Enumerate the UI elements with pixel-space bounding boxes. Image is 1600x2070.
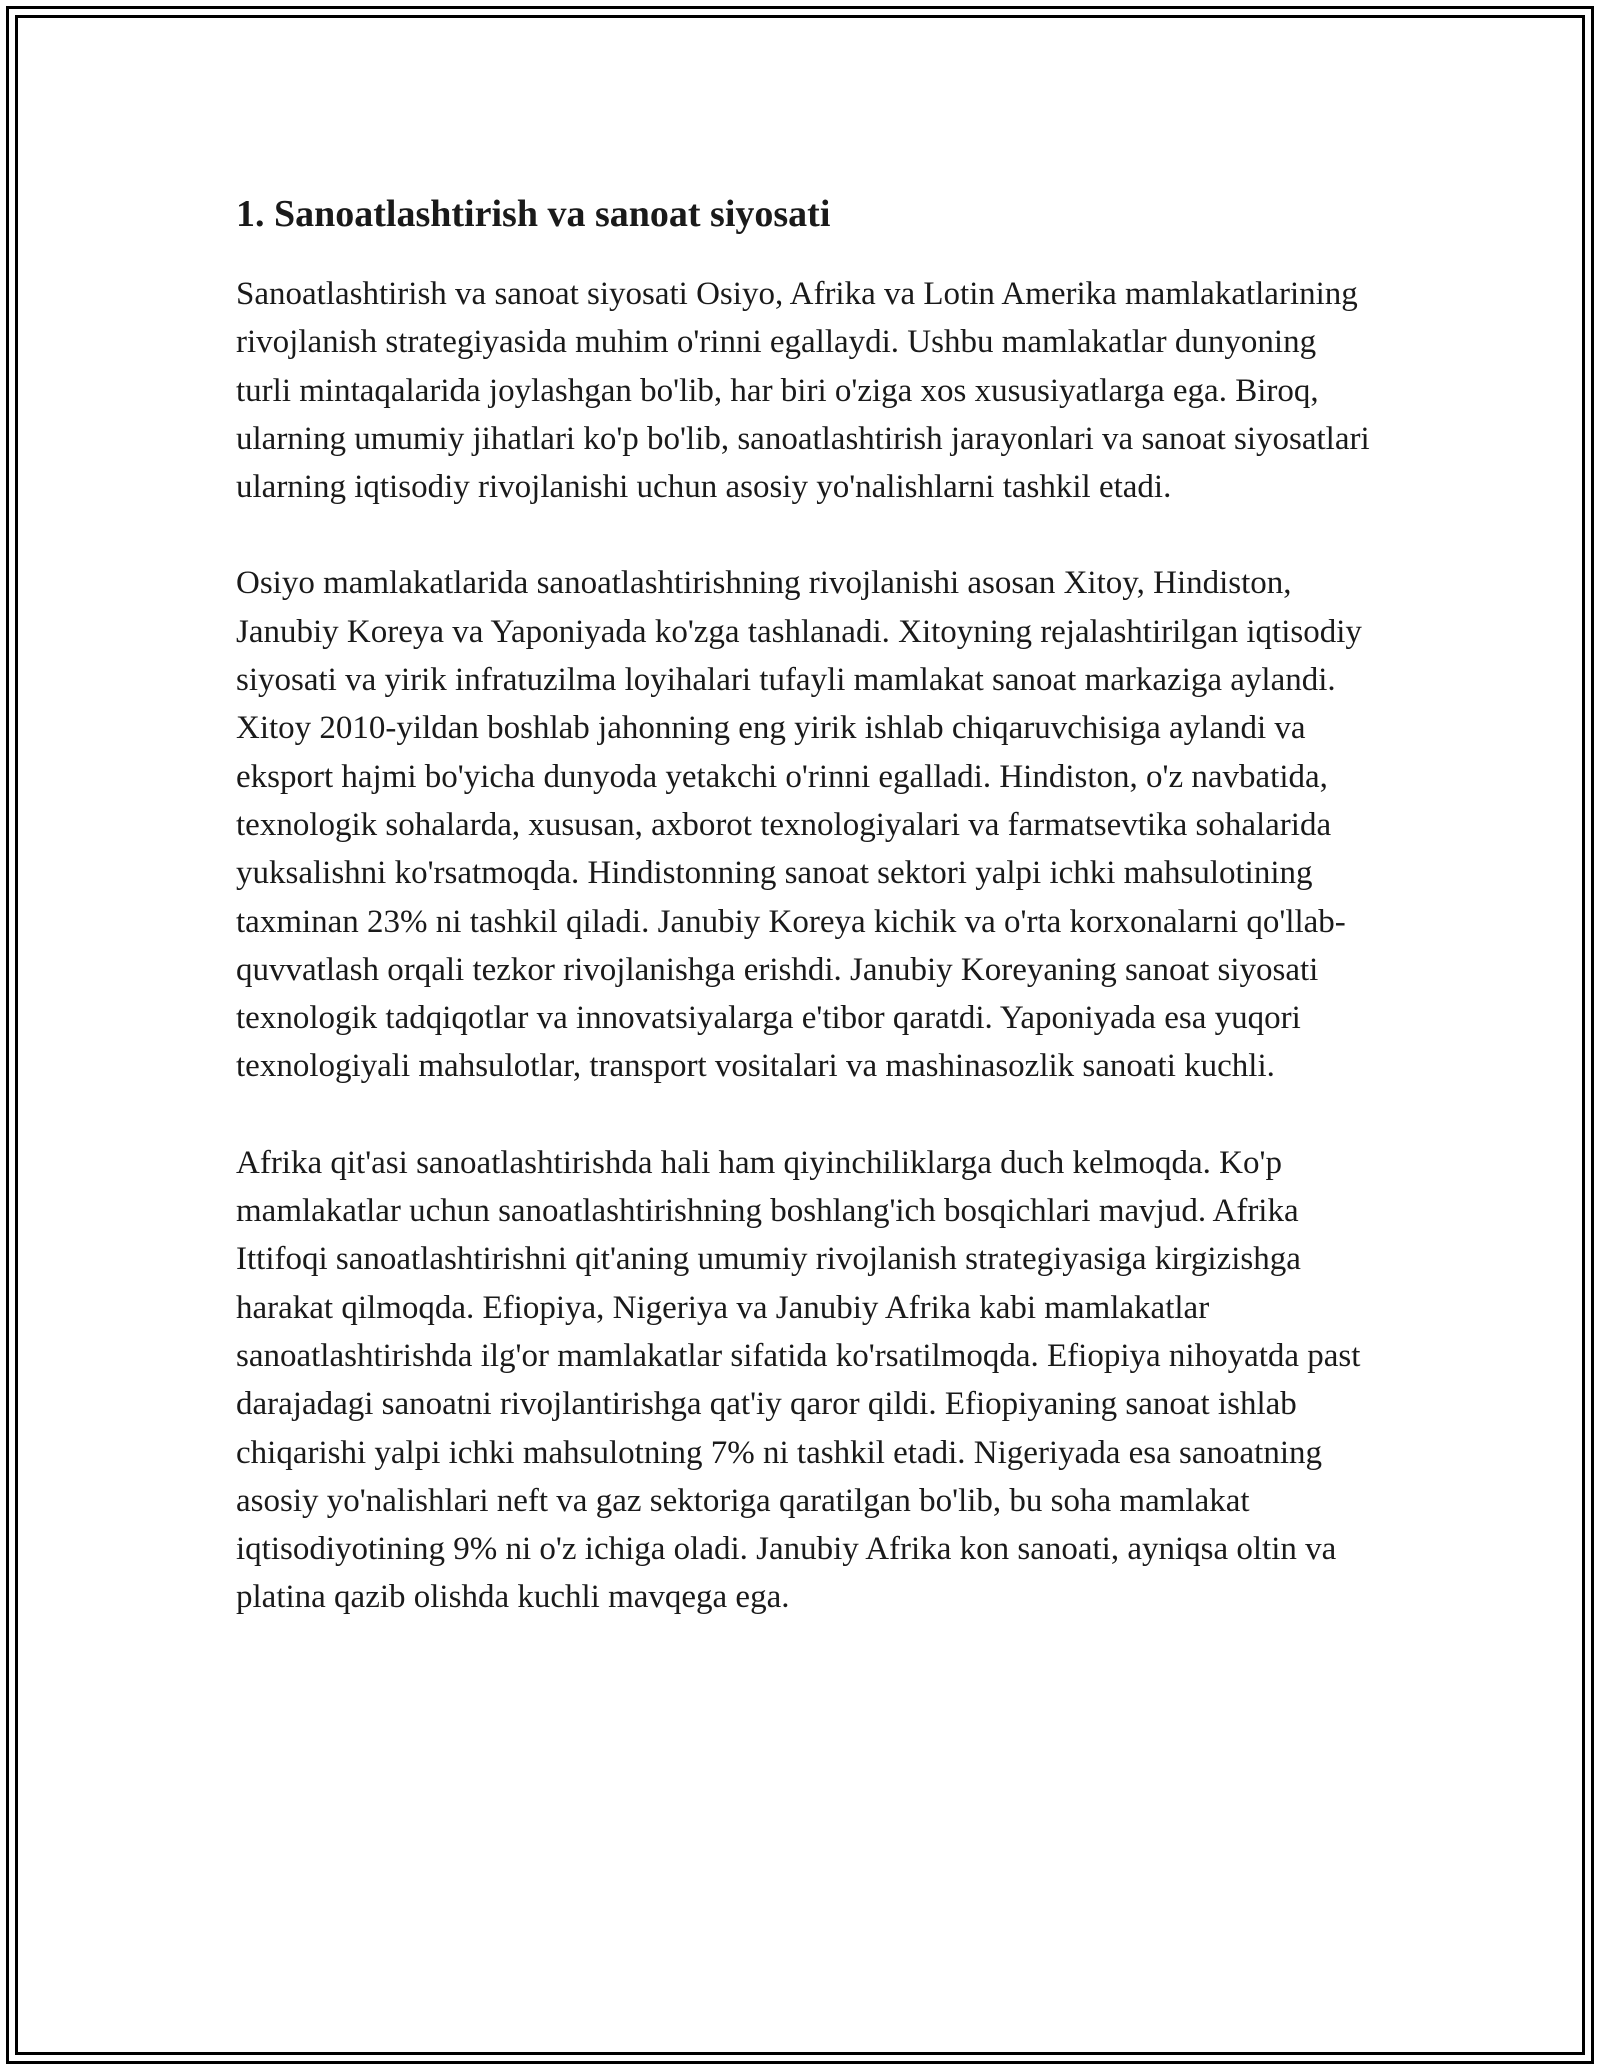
section-heading: 1. Sanoatlashtirish va sanoat siyosati [236,193,831,235]
document-body [236,180,1376,1670]
paragraph-asia: Osiyo mamlakatlarida sanoatlashtirishning rivojlanishi asosan Xitoy, Hindiston, Janubiy Koreya va Yaponiyada ko'zga tashlanadi. Xitoyning rejalashtirilgan iqtisodiy siyosati va yirik infratuzilma loyihalari tufayli mamlakat sanoat markaziga aylandi. Xitoy 2010-yildan boshlab jahonning eng yirik ishlab chiqaruvchisiga aylandi va eksport hajmi bo'yicha dunyoda yetakchi o'rinni egalladi. Hindiston, o'z navbatida, texnologik sohalarda, xususan, axborot texnologiyalari va farmatsevtika sohalarida yuksalishni ko'rsatmoqda. Hindistonning sanoat sektori yalpi ichki mahsulotining taxminan 23% ni tashkil qiladi. Janubiy Koreya kichik va o'rta korxonalarni qo'llab-quvvatlash orqali tezkor rivojlanishga erishdi. Janubiy Koreyaning sanoat siyosati texnologik tadqiqotlar va innovatsiyalarga e'tibor qaratdi. Yaponiyada esa yuqori texnologiyali mahsulotlar, transport vositalari va mashinasozlik sanoati kuchli. [236,565,1362,1085]
paragraph-intro: Sanoatlashtirish va sanoat siyosati Osiyo, Afrika va Lotin Amerika mamlakatlarining rivojlanish strategiyasida muhim o'rinni egallaydi. Ushbu mamlakatlar dunyoning turli mintaqalarida joylashgan bo'lib, har biri o'ziga xos xususiyatlarga ega. Biroq, ularning umumiy jihatlari ko'p bo'lib, sanoatlashtirish jarayonlari va sanoat siyosatlari ularning iqtisodiy rivojlanishi uchun asosiy yo'nalishlarni tashkil etadi. [236,276,1370,506]
paragraph-africa: Afrika qit'asi sanoatlashtirishda hali ham qiyinchiliklarga duch kelmoqda. Ko'p mamlakatlar uchun sanoatlashtirishning boshlang'ich bosqichlari mavjud. Afrika Ittifoqi sanoatlashtirishni qit'aning umumiy rivojlanish strategiyasiga kirgizishga harakat qilmoqda. Efiopiya, Nigeriya va Janubiy Afrika kabi mamlakatlar sanoatlashtirishda ilg'or mamlakatlar sifatida ko'rsatilmoqda. Efiopiya nihoyatda past darajadagi sanoatni rivojlantirishga qat'iy qaror qildi. Efiopiyaning sanoat ishlab chiqarishi yalpi ichki mahsulotning 7% ni tashkil etadi. Nigeriyada esa sanoatning asosiy yo'nalishlari neft va gaz sektoriga qaratilgan bo'lib, bu soha mamlakat iqtisodiyotining 9% ni o'z ichiga oladi. Janubiy Afrika kon sanoati, ayniqsa oltin va platina qazib olishda kuchli mavqega ega. [236,1144,1361,1616]
